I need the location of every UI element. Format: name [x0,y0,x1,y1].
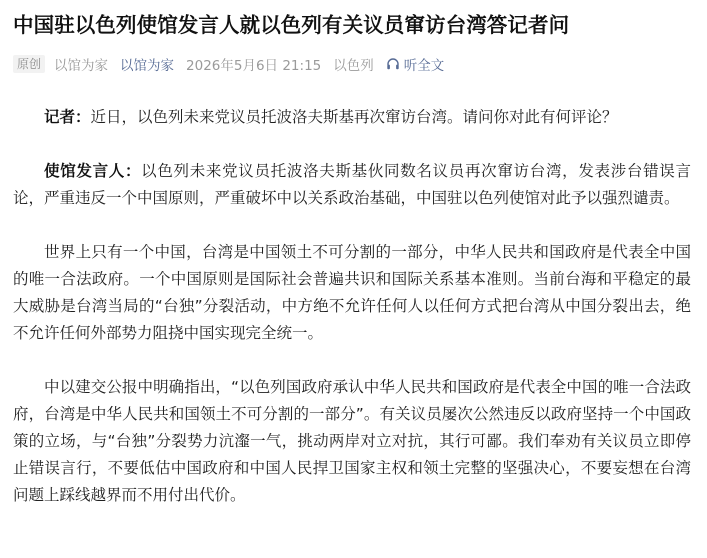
paragraph-communique: 中以建交公报中明确指出，“以色列国政府承认中华人民共和国政府是代表全中国的唯一合法政府，台湾是中华人民共和国领土不可分割的一部分”。有关议员屡次公然违反以政府坚持一个中国政策的立场，与“台独”分裂势力沆瀣一气，挑动两岸对立对抗，其行可鄙。我们奉劝有关议员立即停止错误言行，不要低估中国政府和中国人民捍卫国家主权和领土完整的坚强决心，不要妄想在台湾问题上踩线越界而不用付出代价。 [13,378,691,504]
author-name: 以馆为家 [54,58,109,74]
speaker-reporter: 记者： [44,108,91,126]
account-link[interactable]: 以馆为家 [120,58,175,74]
article-title: 中国驻以色列使馆发言人就以色列有关议员窜访台湾答记者问 [13,13,570,37]
paragraph-reporter [13,104,691,131]
paragraph-one-china: 世界上只有一个中国，台湾是中国领土不可分割的一部分，中华人民共和国政府是代表全中国的唯一合法政府。一个中国原则是国际社会普遍共识和国际关系基本准则。当前台海和平稳定的最大威胁是台湾当局的“台独”分裂活动，中方绝不允许任何人以任何方式把台湾从中国分裂出去，绝不允许任何外部势力阻挠中国实现完全统一。 [13,243,691,342]
paragraph-spokesperson [13,158,691,212]
headphones-icon [386,57,400,71]
paragraph-text: 近日，以色列未来党议员托波洛夫斯基再次窜访台湾。请问你对此有何评论？ [90,108,618,126]
paragraph-text: 以色列未来党议员托波洛夫斯基伙同数名议员再次窜访台湾，发表涉台错误言论，严重违反一个中国原则，严重破坏中以关系政治基础，中国驻以色列使馆对此予以强烈谴责。 [13,162,691,207]
publish-location: 以色列 [333,58,374,74]
article-body [13,104,691,509]
article-meta [13,54,693,74]
publish-datetime: 2026年5月6日 21:15 [186,58,322,74]
speaker-spokesperson: 使馆发言人： [44,162,142,180]
listen-label: 听全文 [403,58,445,74]
listen-button[interactable] [386,54,445,74]
original-badge: 原创 [13,55,45,73]
